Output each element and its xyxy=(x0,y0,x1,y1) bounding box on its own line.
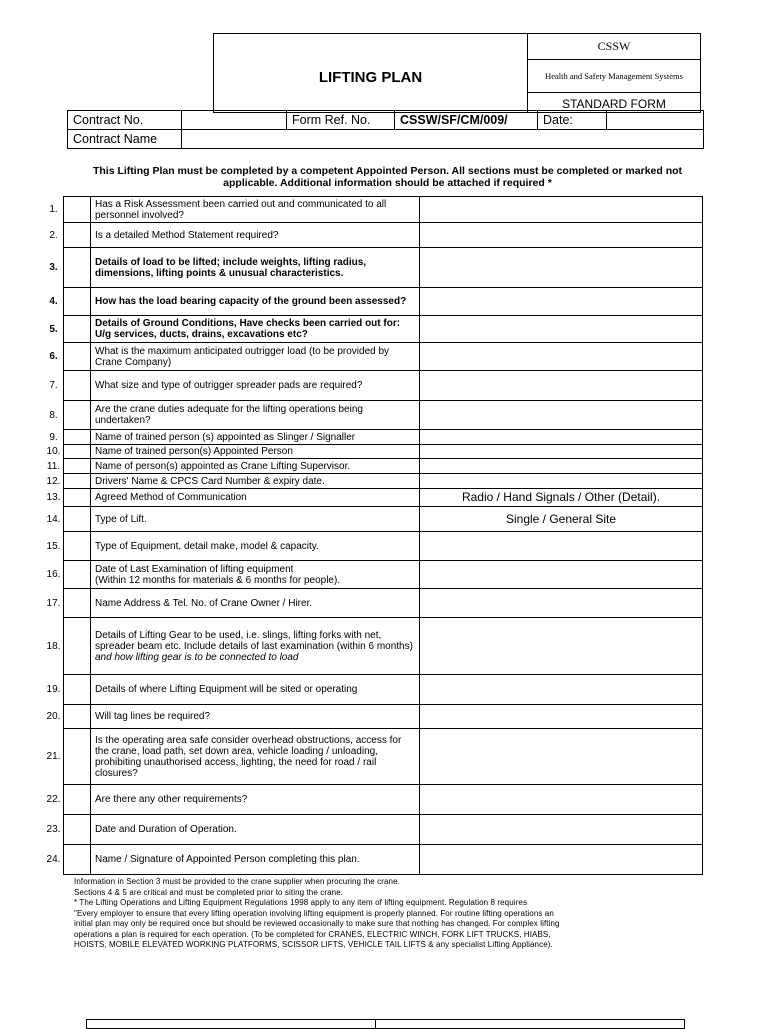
contract-header-table xyxy=(67,110,704,149)
form-ref-value: CSSW/SF/CM/009/ xyxy=(395,111,538,130)
row-answer-field[interactable] xyxy=(420,845,703,875)
instructions: This Lifting Plan must be completed by a competent Appointed Person. All sections must be completed or marked not applicable. Additional information should be attached if required * xyxy=(92,165,683,189)
row-question: What is the maximum anticipated outrigger load (to be provided by Crane Company) xyxy=(91,343,420,371)
row-number: 1. xyxy=(49,204,58,215)
row-number: 23. xyxy=(46,824,61,835)
row-answer-field[interactable] xyxy=(420,401,703,430)
row-check-cell[interactable] xyxy=(64,316,91,343)
form-type: STANDARD FORM xyxy=(562,96,666,111)
row-number: 12. xyxy=(46,475,61,487)
row-number: 21. xyxy=(46,751,61,762)
row-answer-field[interactable] xyxy=(420,589,703,618)
row-answer-field[interactable] xyxy=(420,430,703,445)
row-check-cell[interactable] xyxy=(64,532,91,561)
org-name: CSSW xyxy=(528,34,700,60)
form-title: LIFTING PLAN xyxy=(318,68,423,86)
row-check-cell[interactable] xyxy=(64,705,91,729)
table-row xyxy=(44,705,703,729)
row-answer-field[interactable] xyxy=(420,532,703,561)
row-answer-field[interactable] xyxy=(420,197,703,223)
row-question: Type of Lift. xyxy=(91,507,420,532)
row-number: 8. xyxy=(49,409,58,421)
row-check-cell[interactable] xyxy=(64,618,91,675)
date-label: Date: xyxy=(538,111,607,130)
note-line: Information in Section 3 must be provided to the crane supplier when procuring the crane. xyxy=(74,877,400,886)
row-number: 9. xyxy=(49,431,58,443)
row-number: 15. xyxy=(46,540,61,552)
row-check-cell[interactable] xyxy=(64,507,91,532)
row-answer-field[interactable] xyxy=(420,675,703,705)
row-question-line2: (Within 12 months for materials & 6 months for people). xyxy=(95,574,341,586)
row-check-cell[interactable] xyxy=(64,561,91,589)
row-number: 19. xyxy=(46,684,61,695)
row-answer-field[interactable] xyxy=(420,459,703,474)
row-check-cell[interactable] xyxy=(64,197,91,223)
row-question: Has a Risk Assessment been carried out and communicated to all personnel involved? xyxy=(91,197,420,223)
row-number: 11. xyxy=(46,460,61,472)
row-check-cell[interactable] xyxy=(64,371,91,401)
table-row xyxy=(44,430,703,445)
row-number: 22. xyxy=(46,794,61,805)
row-check-cell[interactable] xyxy=(64,675,91,705)
signature-divider xyxy=(375,1019,376,1029)
form-title-box xyxy=(213,33,527,113)
note-line: Sections 4 & 5 are critical and must be completed prior to siting the crane. xyxy=(74,887,344,897)
row-number: 20. xyxy=(46,711,61,722)
row-question: Name / Signature of Appointed Person completing this plan. xyxy=(91,845,420,875)
management-system: Health and Safety Management Systems xyxy=(528,60,700,93)
row-check-cell[interactable] xyxy=(64,459,91,474)
row-answer-field[interactable] xyxy=(420,445,703,459)
row-answer-field[interactable] xyxy=(420,729,703,785)
communication-method-options[interactable]: Radio / Hand Signals / Other (Detail). xyxy=(420,489,703,507)
row-number: 2. xyxy=(49,229,58,241)
row-answer-field[interactable] xyxy=(420,316,703,343)
row-check-cell[interactable] xyxy=(64,589,91,618)
date-field[interactable] xyxy=(607,111,704,130)
row-check-cell[interactable] xyxy=(64,474,91,489)
row-answer-field[interactable] xyxy=(420,288,703,316)
table-row xyxy=(44,589,703,618)
table-row xyxy=(44,401,703,430)
row-question: Name Address & Tel. No. of Crane Owner / Hirer. xyxy=(91,589,420,618)
note-line: "Every employer to ensure that every lifting operation involving lifting equipment is properly planned. For routine lifting operations an xyxy=(74,908,554,918)
row-question: Type of Equipment, detail make, model & capacity. xyxy=(91,532,420,561)
row-number: 7. xyxy=(49,380,58,391)
contract-name-label: Contract Name xyxy=(68,130,182,149)
row-number: 24. xyxy=(46,854,61,865)
table-row xyxy=(44,248,703,288)
row-question: How has the load bearing capacity of the ground been assessed? xyxy=(91,288,420,316)
table-row xyxy=(44,343,703,371)
row-answer-field[interactable] xyxy=(420,618,703,675)
row-question: Name of trained person (s) appointed as Slinger / Signaller xyxy=(91,430,420,445)
row-check-cell[interactable] xyxy=(64,343,91,371)
table-row xyxy=(44,845,703,875)
table-row xyxy=(44,474,703,489)
row-answer-field[interactable] xyxy=(420,705,703,729)
row-question: Name of trained person(s) Appointed Person xyxy=(91,445,420,459)
row-check-cell[interactable] xyxy=(64,815,91,845)
row-question: Is the operating area safe consider overhead obstructions, access for the crane, load path, set down area, vehicle loading / unloading, prohibiting unauthorised access, lighting, the need for road / rail closures? xyxy=(91,729,420,785)
table-row xyxy=(44,197,703,223)
table-row xyxy=(44,288,703,316)
row-question: Are there any other requirements? xyxy=(91,785,420,815)
row-check-cell[interactable] xyxy=(64,785,91,815)
row-check-cell[interactable] xyxy=(64,489,91,507)
row-question: Date and Duration of Operation. xyxy=(91,815,420,845)
row-check-cell[interactable] xyxy=(64,845,91,875)
table-row xyxy=(44,445,703,459)
table-row xyxy=(44,618,703,675)
table-row xyxy=(44,489,703,507)
row-answer-field[interactable] xyxy=(420,561,703,589)
row-number: 18. xyxy=(46,640,61,652)
row-question: Name of person(s) appointed as Crane Lifting Supervisor. xyxy=(91,459,420,474)
footnotes xyxy=(74,877,694,951)
row-number: 17. xyxy=(46,597,61,609)
contract-no-field[interactable] xyxy=(182,111,287,130)
lifting-plan-table xyxy=(44,196,703,875)
row-question-line1: Date of Last Examination of lifting equipment xyxy=(95,563,294,575)
table-row xyxy=(44,561,703,589)
table-row xyxy=(44,729,703,785)
row-answer-field[interactable] xyxy=(420,474,703,489)
row-answer-field[interactable] xyxy=(420,785,703,815)
row-answer-field[interactable] xyxy=(420,248,703,288)
row-answer-field[interactable] xyxy=(420,371,703,401)
row-check-cell[interactable] xyxy=(64,445,91,459)
row-number: 6. xyxy=(49,351,58,362)
lift-type-options[interactable]: Single / General Site xyxy=(420,507,703,532)
row-check-cell[interactable] xyxy=(64,729,91,785)
row-number: 4. xyxy=(49,296,58,307)
table-row xyxy=(44,459,703,474)
row-question: Will tag lines be required? xyxy=(91,705,420,729)
table-row xyxy=(44,316,703,343)
row-check-cell[interactable] xyxy=(64,401,91,430)
note-line: * The Lifting Operations and Lifting Equipment Regulations 1998 apply to any item of lifting equipment. Regulation 8 requires xyxy=(74,898,528,907)
row-check-cell[interactable] xyxy=(64,288,91,316)
row-question xyxy=(91,618,420,675)
table-row xyxy=(44,675,703,705)
row-check-cell[interactable] xyxy=(64,223,91,248)
row-answer-field[interactable] xyxy=(420,815,703,845)
row-number: 13. xyxy=(46,492,61,503)
row-question: Is a detailed Method Statement required? xyxy=(91,223,420,248)
table-row xyxy=(44,815,703,845)
org-info-box xyxy=(527,33,701,113)
row-number: 14. xyxy=(46,513,61,525)
note-line: HOISTS, MOBILE ELEVATED WORKING PLATFORMS, SCISSOR LIFTS, VEHICLE TAIL LIFTS & any specialist Lifting Appliance). xyxy=(74,940,553,949)
row-number: 3. xyxy=(49,262,58,273)
row-question: What size and type of outrigger spreader pads are required? xyxy=(91,371,420,401)
table-row xyxy=(44,785,703,815)
table-row xyxy=(44,507,703,532)
row-question-italic: and how lifting gear is to be connected to load xyxy=(95,651,299,663)
table-row xyxy=(44,371,703,401)
table-row xyxy=(44,532,703,561)
row-question: Are the crane duties adequate for the lifting operations being undertaken? xyxy=(91,401,420,430)
row-question xyxy=(91,561,420,589)
row-question: Drivers' Name & CPCS Card Number & expiry date. xyxy=(91,474,420,489)
row-number: 10. xyxy=(46,446,61,457)
row-answer-field[interactable] xyxy=(420,343,703,371)
row-question: Agreed Method of Communication xyxy=(91,489,420,507)
row-question: Details of load to be lifted; include weights, lifting radius, dimensions, lifting points & unusual characteristics. xyxy=(91,248,420,288)
note-line: initial plan may only be required once but should be reviewed occasionally to make sure that nothing has changed. For complex lifting xyxy=(74,919,560,928)
row-check-cell[interactable] xyxy=(64,248,91,288)
row-question: Details of where Lifting Equipment will be sited or operating xyxy=(91,675,420,705)
table-row xyxy=(44,223,703,248)
row-answer-field[interactable] xyxy=(420,223,703,248)
contract-no-label: Contract No. xyxy=(68,111,182,130)
form-ref-label: Form Ref. No. xyxy=(287,111,395,130)
signature-box[interactable] xyxy=(86,1019,685,1029)
row-question: Details of Ground Conditions, Have checks been carried out for: U/g services, ducts, drains, excavations etc? xyxy=(91,316,420,343)
row-question-text: Details of Lifting Gear to be used, i.e. slings, lifting forks with net, spreader beam etc. Include details of last examination (within 6 months) xyxy=(95,629,413,652)
row-check-cell[interactable] xyxy=(64,430,91,445)
row-number: 16. xyxy=(46,569,61,580)
note-line: operations a plan is required for each operation. (To be completed for CRANES, ELECTRIC WINCH, FORK LIFT TRUCKS, HIABS, xyxy=(74,929,551,939)
contract-name-field[interactable] xyxy=(182,130,704,149)
row-number: 5. xyxy=(49,323,58,335)
